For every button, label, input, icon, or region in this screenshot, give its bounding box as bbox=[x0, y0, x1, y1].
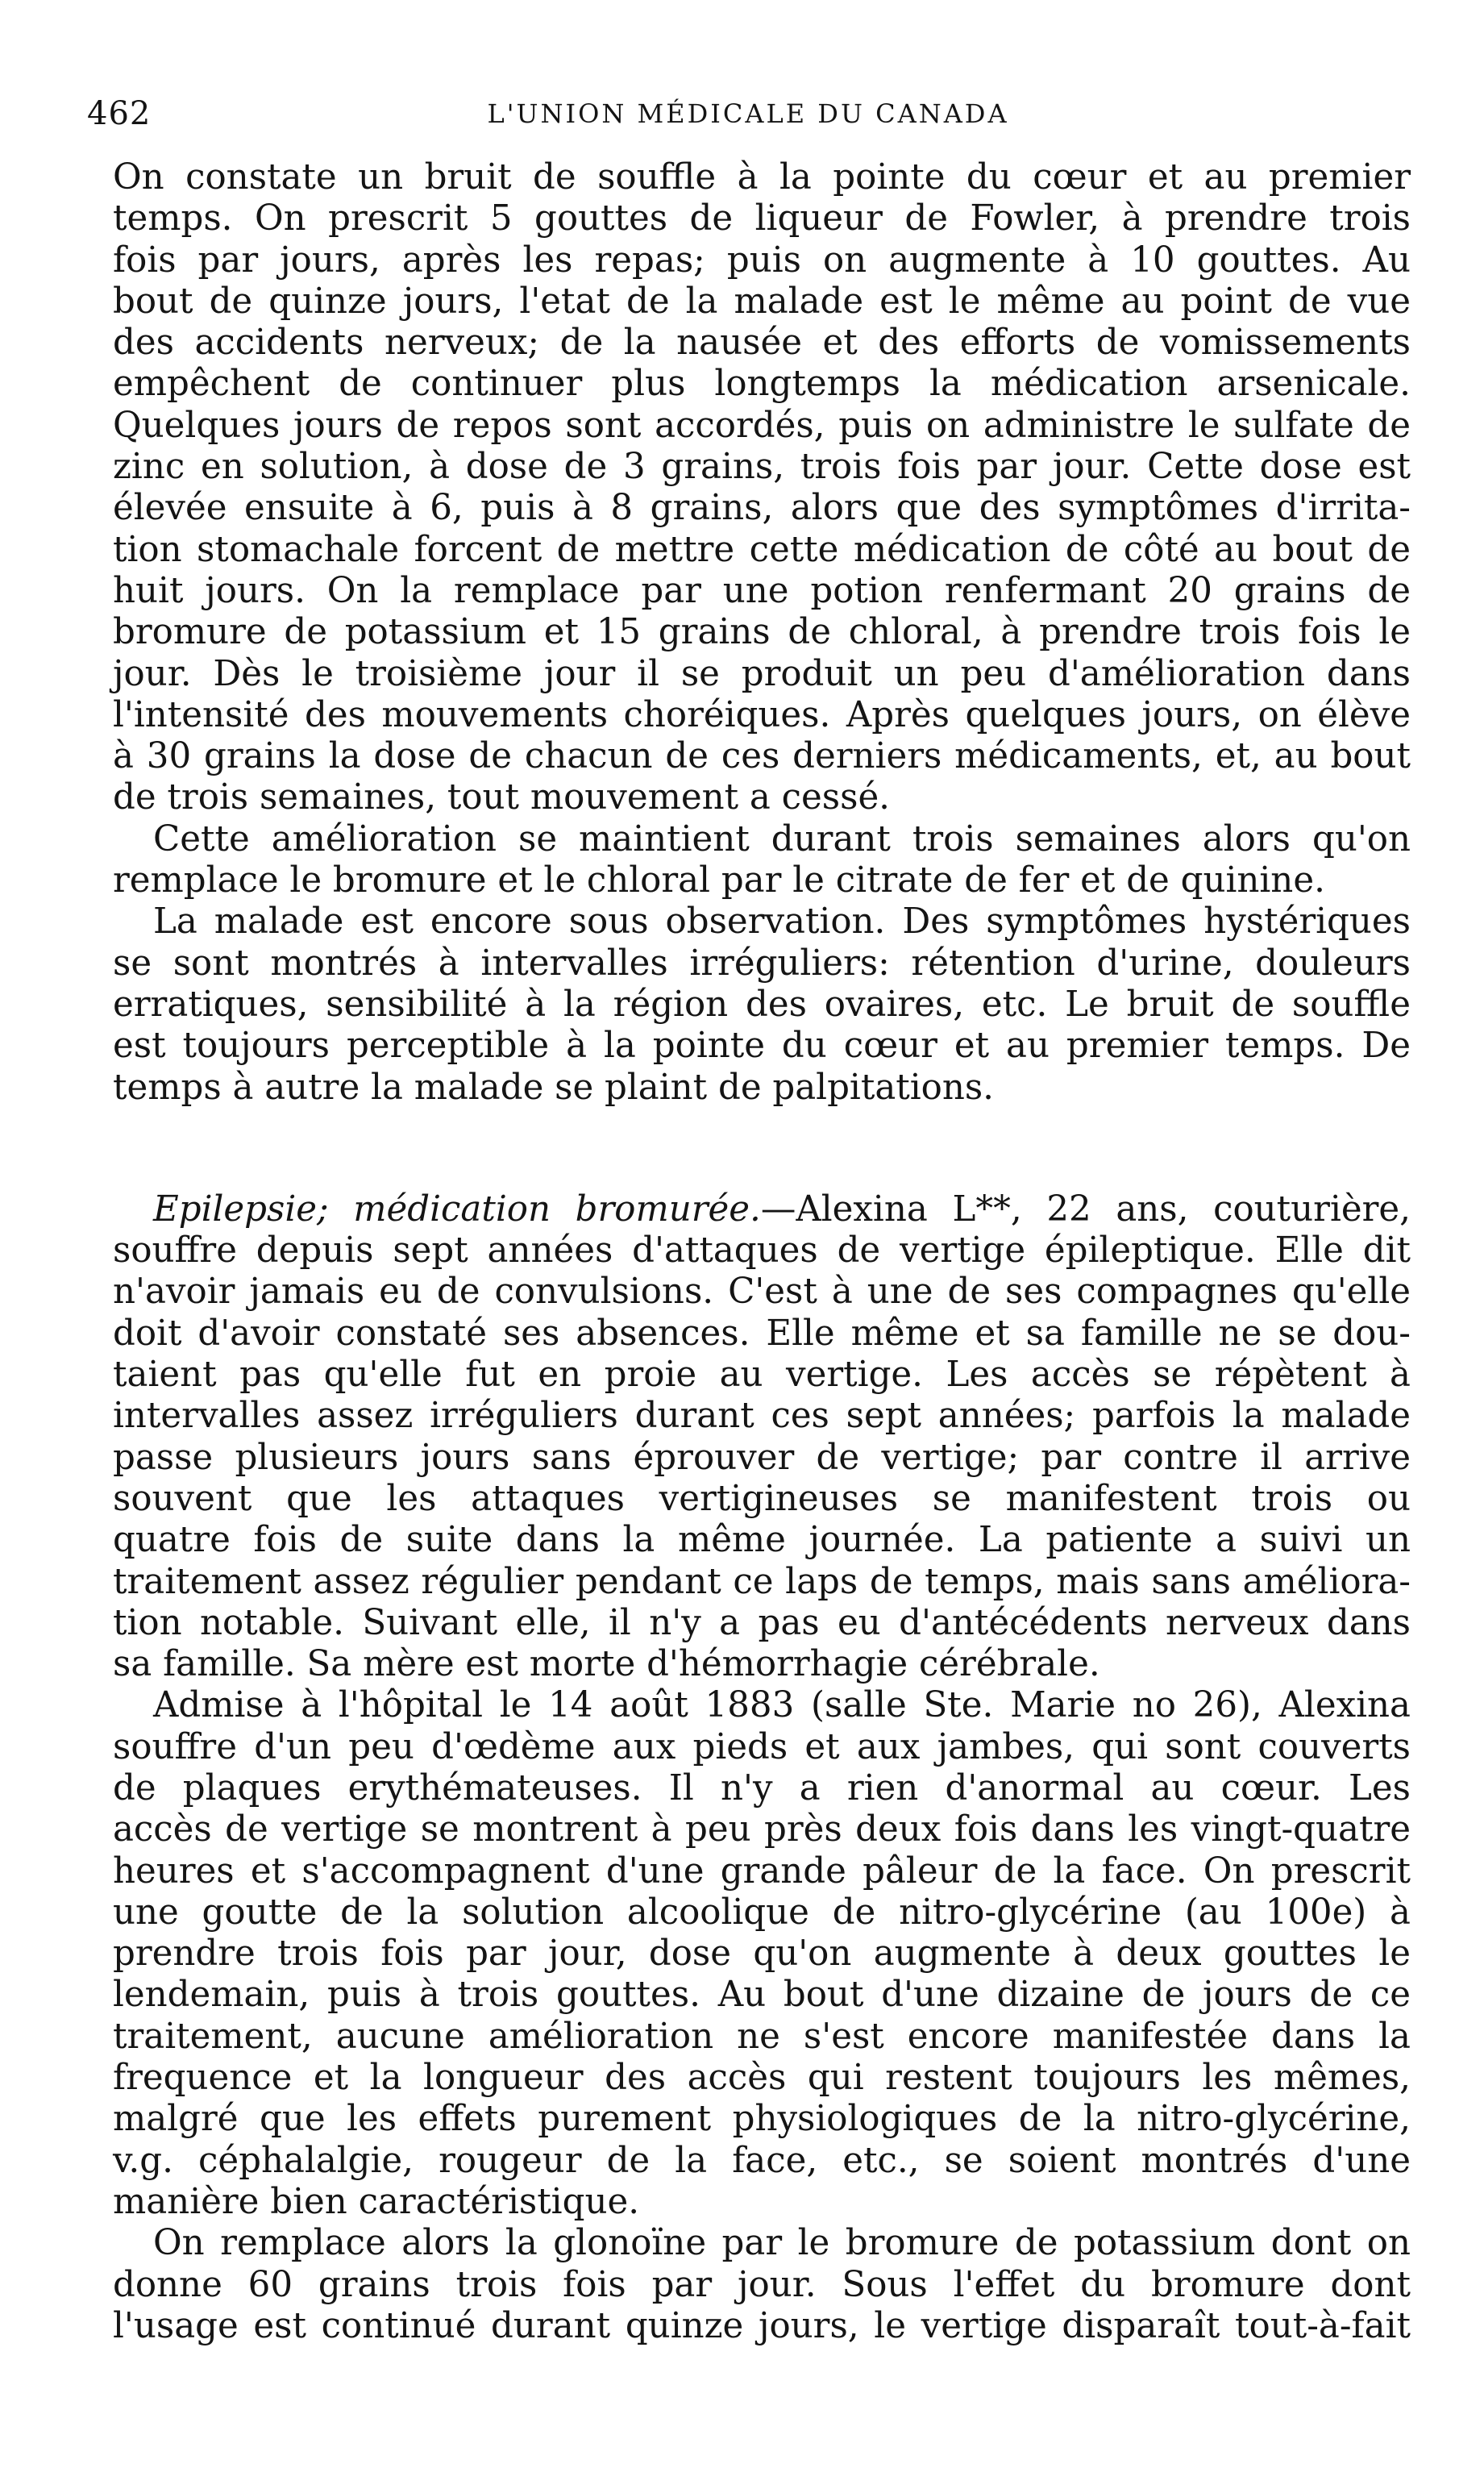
text-line: v.g. céphalalgie, rougeur de la face, etc., se soient montrés d'une bbox=[113, 2140, 1411, 2181]
text-line: On constate un bruit de souffle à la pointe du cœur et au premier bbox=[113, 157, 1411, 198]
text-line: erratiques, sensibilité à la région des ovaires, etc. Le bruit de souffle bbox=[113, 984, 1411, 1025]
paragraph bbox=[113, 1189, 1411, 1686]
text-line: Quelques jours de repos sont accordés, puis on administre le sulfate de bbox=[113, 405, 1411, 446]
text-line: manière bien caractéristique. bbox=[113, 2181, 640, 2222]
text-line: quatre fois de suite dans la même journée. La patiente a suivi un bbox=[113, 1520, 1411, 1561]
page-number: 462 bbox=[87, 95, 152, 132]
text-line: frequence et la longueur des accès qui restent toujours les mêmes, bbox=[113, 2058, 1411, 2099]
text-line: tion notable. Suivant elle, il n'y a pas eu d'antécédents nerveux dans bbox=[113, 1602, 1411, 1643]
text-line: de trois semaines, tout mouvement a cessé. bbox=[113, 777, 891, 818]
text-line: temps à autre la malade se plaint de palpitations. bbox=[113, 1067, 995, 1108]
text-line: prendre trois fois par jour, dose qu'on augmente à deux gouttes le bbox=[113, 1933, 1411, 1975]
text-line: remplace le bromure et le chloral par le citrate de fer et de quinine. bbox=[113, 860, 1325, 901]
text-line: jour. Dès le troisième jour il se produit un peu d'amélioration dans bbox=[113, 653, 1411, 694]
section-heading-italic: Epilepsie; médication bromurée. bbox=[153, 1188, 761, 1230]
text-line: de plaques erythémateuses. Il n'y a rien d'anormal au cœur. Les bbox=[113, 1767, 1411, 1808]
text-line: malgré que les effets purement physiologiques de la nitro-glycérine, bbox=[113, 2099, 1411, 2140]
text-line: traitement, aucune amélioration ne s'est encore manifestée dans la bbox=[113, 2016, 1411, 2057]
section-heading-line: Epilepsie; médication bromurée.—Alexina L**, 22 ans, couturière, bbox=[153, 1188, 1411, 1230]
text-line: tion stomachale forcent de mettre cette médication de côté au bout de bbox=[113, 529, 1411, 570]
text-line: souffre depuis sept années d'attaques de vertige épileptique. Elle dit bbox=[113, 1230, 1411, 1272]
text-line: doit d'avoir constaté ses absences. Elle même et sa famille ne se dou- bbox=[113, 1313, 1411, 1354]
text-line: élevée ensuite à 6, puis à 8 grains, alors que des symptômes d'irrita- bbox=[113, 488, 1411, 529]
text-line: est toujours perceptible à la pointe du cœur et au premier temps. De bbox=[113, 1026, 1411, 1067]
text-line: On remplace alors la glonoïne par le bromure de potassium dont on bbox=[153, 2223, 1411, 2264]
text-line: l'usage est continué durant quinze jours, le vertige disparaît tout-à-fait bbox=[113, 2305, 1411, 2346]
text-line: accès de vertige se montrent à peu près deux fois dans les vingt-quatre bbox=[113, 1809, 1411, 1850]
text-line: à 30 grains la dose de chacun de ces derniers médicaments, et, au bout bbox=[113, 736, 1411, 777]
text-line: empêchent de continuer plus longtemps la médication arsenicale. bbox=[113, 364, 1411, 405]
text-line: bromure de potassium et 15 grains de chloral, à prendre trois fois le bbox=[113, 612, 1411, 653]
paragraph bbox=[113, 1685, 1411, 2223]
text-line: intervalles assez irréguliers durant ces sept années; parfois la malade bbox=[113, 1396, 1411, 1437]
text-line: taient pas qu'elle fut en proie au vertige. Les accès se répètent à bbox=[113, 1355, 1411, 1396]
text-line: Admise à l'hôpital le 14 août 1883 (salle Ste. Marie no 26), Alexina bbox=[153, 1685, 1411, 1726]
text-line: traitement assez régulier pendant ce laps de temps, mais sans améliora- bbox=[113, 1561, 1411, 1602]
paragraph bbox=[113, 2223, 1411, 2347]
running-title: L'UNION MÉDICALE DU CANADA bbox=[487, 98, 1009, 129]
paragraph bbox=[113, 819, 1411, 902]
text-line: souffre d'un peu d'œdème aux pieds et aux jambes, qui sont couverts bbox=[113, 1726, 1411, 1767]
text-line: heures et s'accompagnent d'une grande pâleur de la face. On prescrit bbox=[113, 1850, 1411, 1892]
text-line: une goutte de la solution alcoolique de nitro-glycérine (au 100e) à bbox=[113, 1892, 1411, 1933]
paragraph bbox=[113, 901, 1411, 1108]
text-line: n'avoir jamais eu de convulsions. C'est à une de ses compagnes qu'elle bbox=[113, 1272, 1411, 1313]
text-line: La malade est encore sous observation. Des symptômes hystériques bbox=[153, 901, 1411, 943]
text-line: des accidents nerveux; de la nausée et des efforts de vomissements bbox=[113, 323, 1411, 364]
text-line: passe plusieurs jours sans éprouver de vertige; par contre il arrive bbox=[113, 1437, 1411, 1478]
section-gap bbox=[113, 1109, 1411, 1189]
paragraph bbox=[113, 157, 1411, 819]
text-line: souvent que les attaques vertigineuses se manifestent trois ou bbox=[113, 1478, 1411, 1519]
text-line: temps. On prescrit 5 gouttes de liqueur de Fowler, à prendre trois bbox=[113, 198, 1411, 239]
body-text bbox=[113, 157, 1411, 2347]
text-line: huit jours. On la remplace par une potion renfermant 20 grains de bbox=[113, 570, 1411, 611]
text-line: bout de quinze jours, l'etat de la malade est le même au point de vue bbox=[113, 281, 1411, 322]
text-line: donne 60 grains trois fois par jour. Sous l'effet du bromure dont bbox=[113, 2264, 1411, 2305]
text-line: sa famille. Sa mère est morte d'hémorrhagie cérébrale. bbox=[113, 1644, 1100, 1685]
page-header bbox=[87, 95, 1409, 144]
text-line: lendemain, puis à trois gouttes. Au bout d'une dizaine de jours de ce bbox=[113, 1975, 1411, 2016]
text-line: zinc en solution, à dose de 3 grains, trois fois par jour. Cette dose est bbox=[113, 447, 1411, 488]
text-line: fois par jours, après les repas; puis on augmente à 10 gouttes. Au bbox=[113, 239, 1411, 281]
text-line: l'intensité des mouvements choréiques. Après quelques jours, on élève bbox=[113, 694, 1411, 735]
text-line: Cette amélioration se maintient durant trois semaines alors qu'on bbox=[153, 818, 1411, 859]
text-line: se sont montrés à intervalles irréguliers: rétention d'urine, douleurs bbox=[113, 943, 1411, 984]
